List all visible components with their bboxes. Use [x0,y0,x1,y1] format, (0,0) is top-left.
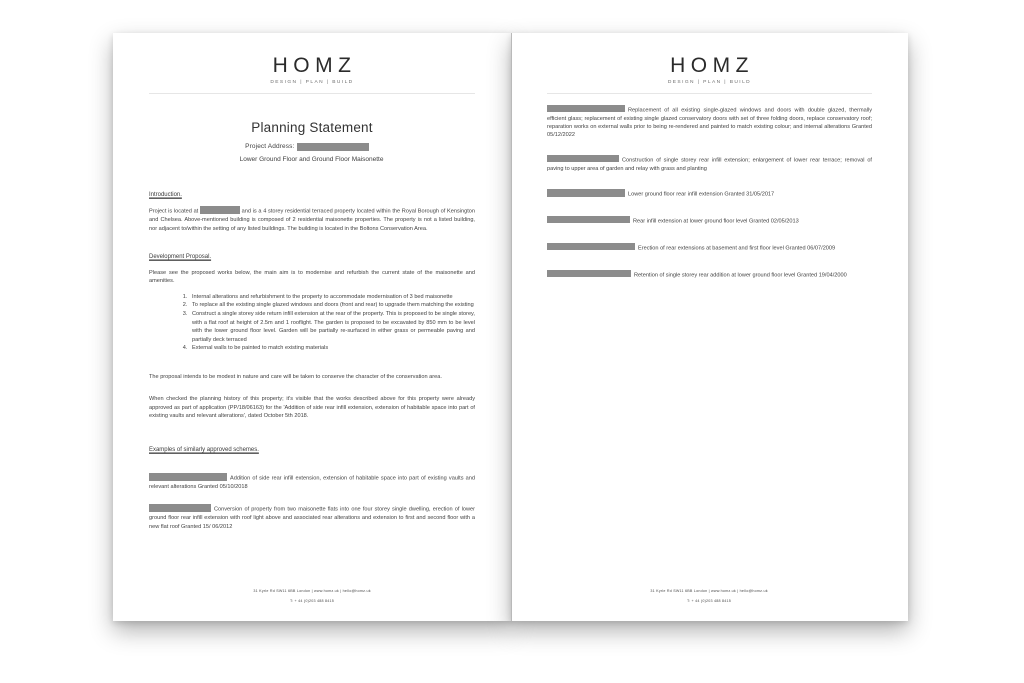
letterhead-page-2 [547,33,872,85]
page-2-body [547,105,872,280]
closing-paragraph: The proposal intends to be modest in nature and care will be taken to conserve the character of the conservation area. [149,373,442,380]
page-subtitle-text: Lower Ground Floor and Ground Floor Maisonette [240,155,384,164]
list-item: 4. External walls to be painted to match existing materials [189,344,475,352]
introduction-paragraph [149,206,475,233]
scheme-entry-text: Erection of rear extensions at basement and first floor level Granted 06/07/2009 [638,245,836,252]
scheme-entry-text: Construction of single storey rear infill extension; enlargement of lower rear terrace; removal of paving to upper area of garden and relay with grass and planting [547,157,872,172]
document-page-2[interactable] [511,33,908,621]
letterhead-page-1 [149,33,475,85]
page-spine-divider [511,33,512,621]
footer-address-line: 31 Kyrle Rd SW11 6BB London | www.homz.uk | hello@homz.uk [650,588,769,594]
page-2-footer [547,590,872,603]
scheme-reference-redaction [149,504,211,512]
introduction-heading: Introduction. [149,190,182,198]
scheme-entry-text: Addition of side rear infill extension, extension of habitable space into part of existing vaults and relevant alterations Granted 05/10/2018 [149,475,475,490]
approved-scheme-entry [547,189,872,199]
project-address-line [149,143,475,151]
scheme-reference-redaction [149,473,227,481]
approved-scheme-entry [547,243,872,253]
project-address-label: Project Address: [244,143,295,151]
page-1-footer [149,590,475,603]
approved-scheme-entry [547,270,872,280]
list-item: 1. Internal alterations and refurbishment to the property to accommodate modernisation of 3 bed maisonette [189,293,475,301]
approved-scheme-entry [149,504,475,531]
scheme-entry-text: Replacement of all existing single-glazed windows and doors with double glazed, thermally efficient glass; replacement of existing single glazed conservatory doors with set of three folding doors, replace conservatory roof; reparation works on external walls prior to being re-rendered and painted to match existing colour; and internal alterations Granted 05/12/2022 [547,107,872,139]
development-proposal-intro: Please see the proposed works below, the main aim is to modernise and refurbish the current state of the maisonette and amenities. [149,269,475,285]
proposed-works-list [149,293,475,353]
intro-text-before: Project is located at [149,208,199,215]
approved-scheme-entry [547,155,872,173]
scheme-reference-redaction [547,216,630,224]
list-item: 2. To replace all the existing single glazed windows and doors (front and rear) to upgrade them matching the existing [189,301,475,309]
homz-logo: HOMZ [670,54,754,77]
intro-address-redaction [200,206,240,214]
scheme-entry-text: Rear infill extension at lower ground floor level Granted 02/05/2013 [633,218,799,225]
scheme-reference-redaction [547,155,619,163]
page-1-body [149,190,475,531]
footer-address-line: 31 Kyrle Rd SW11 6BB London | www.homz.uk | hello@homz.uk [253,588,371,594]
intro-text-after: and is a 4 storey residential terraced property located within the Royal Borough of Kensington and Chelsea. Above-mentioned building is composed of 2 residential maisonette properties. The property is not a listed building, nor adjacent to/within the setting of any listed buildings. The building is located in the Boltons Conservation Area. [149,208,475,232]
footer-phone-line: T: + 44 (0)203 488 8415 [289,598,335,604]
homz-logo: HOMZ [272,54,357,77]
development-proposal-heading: Development Proposal. [149,253,212,260]
scheme-reference-redaction [547,243,635,251]
scheme-reference-redaction [547,105,625,113]
header-divider [149,93,475,94]
scheme-reference-redaction [547,189,625,197]
approved-schemes-heading: Examples of similarly approved schemes. [149,446,259,453]
approved-scheme-entry [149,473,475,491]
approved-scheme-entry [547,216,872,226]
approved-scheme-entry [547,105,872,140]
scheme-entry-text: Lower ground floor rear infill extension Granted 31/05/2017 [628,191,775,198]
planning-history-paragraph: When checked the planning history of this property; it's visible that the works described above for this property were already approved as part of application (PP/18/06163) for the 'Addition of side rear infill extension, extension of habitable space into part of existing vaults and relevant alterations', dated October 5th 2018. [149,396,475,420]
footer-phone-line: T: + 44 (0)203 488 8415 [687,598,732,604]
scheme-entry-text: Retention of single storey rear addition at lower ground floor level Granted 19/04/2000 [634,272,847,279]
scheme-entry-text: Conversion of property from two maisonette flats into one four storey single dwelling, erection of lower ground floor rear infill extension with roof light above and associated rear alterations and extension to first and second floor with a new flat roof Granted 15/ 06/2012 [149,506,475,530]
project-address-redaction [297,143,369,151]
list-item: 3. Construct a single storey side return infill extension at the rear of the property. This is proposed to be single storey, with a flat roof at height of 2.5m and 1 rooflight. The garden is proposed to be excavated by 850 mm to be level with the lower ground floor level. Garden will be partially re-surfaced in either grass or permeable paving and partially deck terraced [189,310,475,344]
page-subtitle [149,155,475,164]
document-page-1[interactable] [113,33,511,621]
homz-logo-tagline: DESIGN | PLAN | BUILD [270,79,354,85]
scheme-reference-redaction [547,270,631,278]
page-title: Planning Statement [251,119,373,135]
homz-logo-tagline: DESIGN | PLAN | BUILD [667,79,752,85]
